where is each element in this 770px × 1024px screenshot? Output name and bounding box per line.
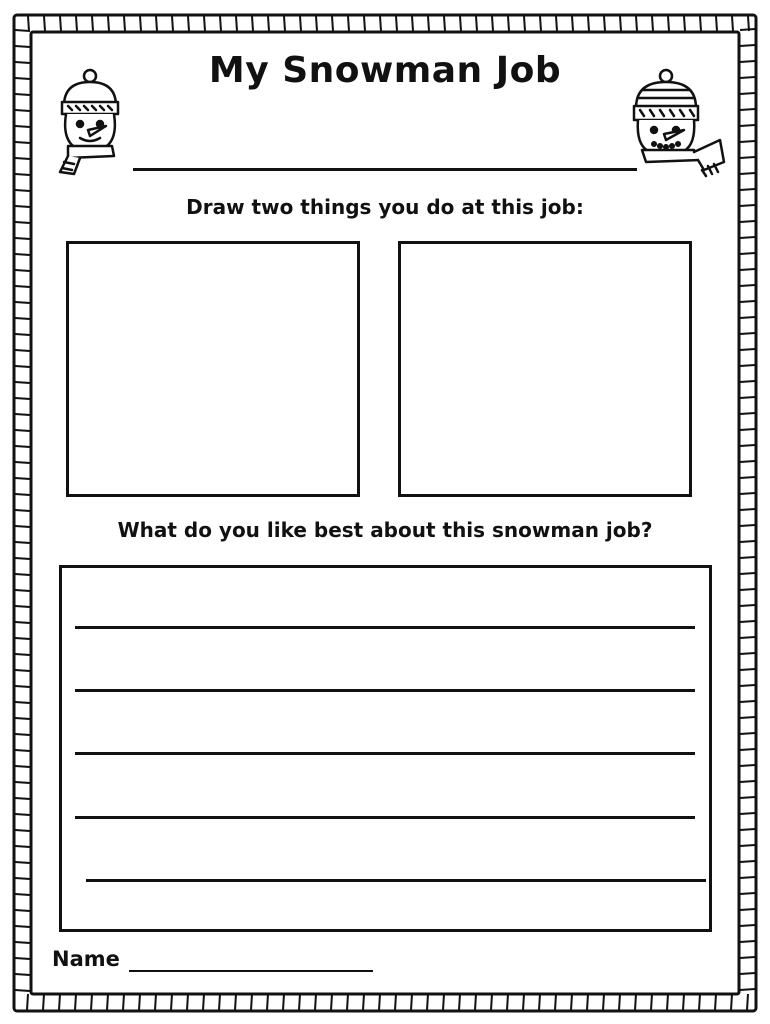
name-write-line[interactable] <box>129 970 373 972</box>
writing-line[interactable] <box>75 689 695 692</box>
write-prompt: What do you like best about this snowman job? <box>117 518 653 542</box>
draw-prompt: Draw two things you do at this job: <box>186 195 584 219</box>
writing-line[interactable] <box>86 879 706 882</box>
writing-line[interactable] <box>75 752 695 755</box>
name-label: Name <box>52 947 120 971</box>
page-title: My Snowman Job <box>208 50 562 91</box>
drawing-box-1[interactable] <box>66 241 360 497</box>
drawing-box-2[interactable] <box>398 241 692 497</box>
writing-line[interactable] <box>75 626 695 629</box>
job-title-write-line[interactable] <box>133 168 637 171</box>
writing-line[interactable] <box>75 816 695 819</box>
writing-box[interactable] <box>59 565 712 932</box>
